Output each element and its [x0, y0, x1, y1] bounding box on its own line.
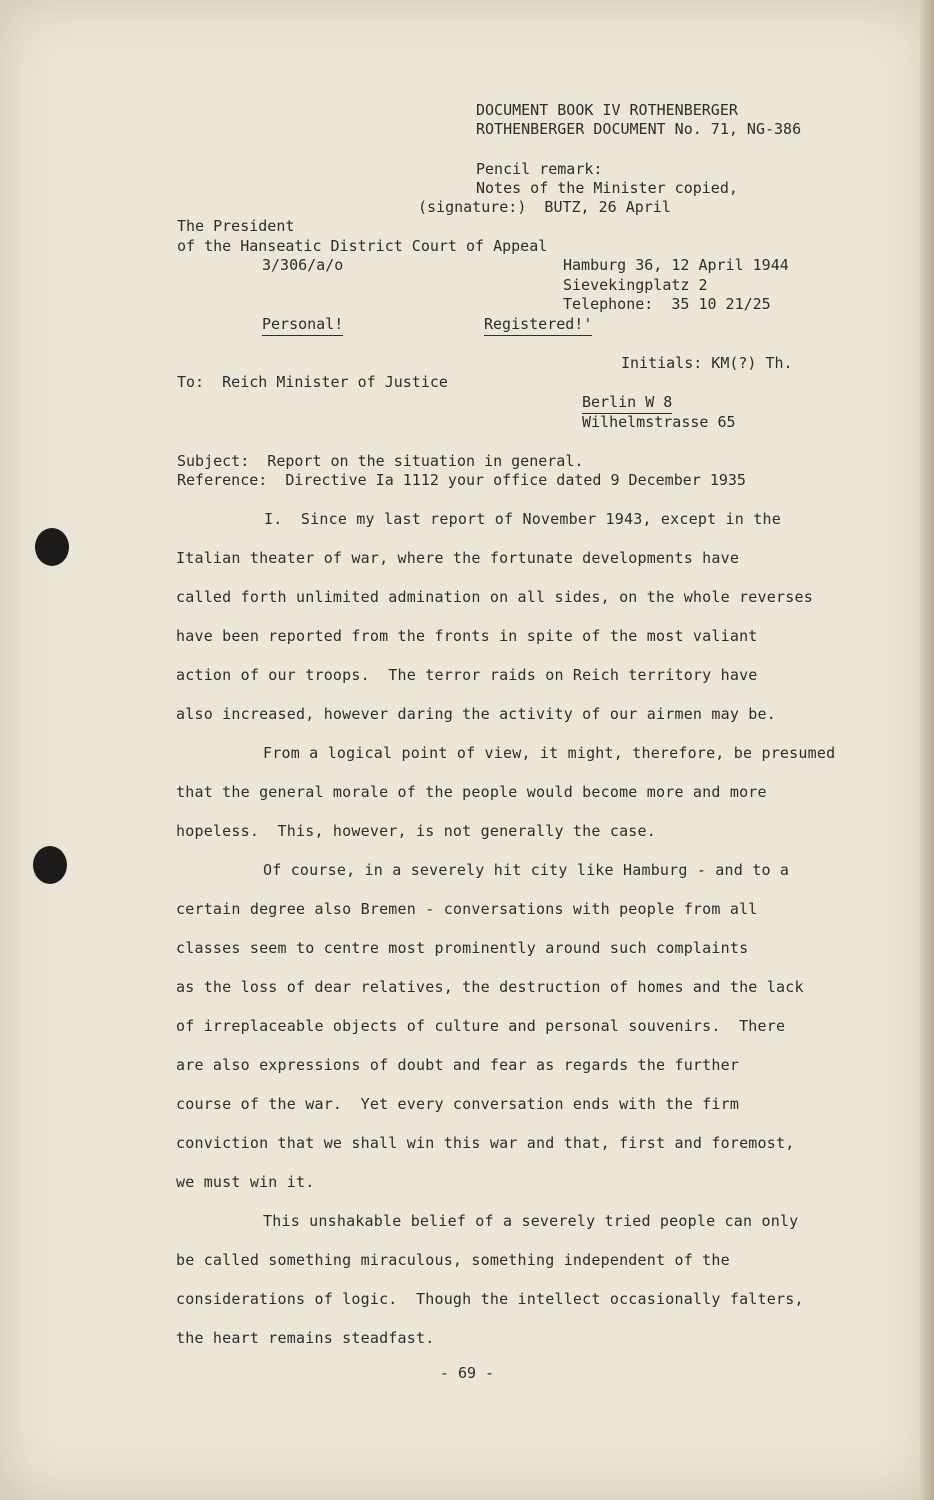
- body-line: classes seem to centre most prominently around such complaints: [176, 939, 749, 957]
- body-line: have been reported from the fronts in spite of the most valiant: [176, 627, 758, 645]
- body-line: of irreplaceable objects of culture and personal souvenirs. There: [176, 1017, 786, 1035]
- punch-hole-bottom: [33, 846, 67, 884]
- page-number: - 69 -: [439, 1364, 495, 1382]
- body-line: the heart remains steadfast.: [176, 1329, 435, 1347]
- body-line: Of course, in a severely hit city like Hamburg - and to a: [263, 861, 790, 879]
- body-line: certain degree also Bremen - conversations with people from all: [176, 900, 758, 918]
- body-line: as the loss of dear relatives, the destruction of homes and the lack: [176, 978, 804, 996]
- body-line: hopeless. This, however, is not generally the case.: [176, 822, 656, 840]
- registered-mark: Registered!': [484, 315, 592, 336]
- body-line: that the general morale of the people would become more and more: [176, 783, 767, 801]
- punch-hole-top: [35, 528, 69, 566]
- page-edge: [920, 0, 934, 1500]
- subject-line: Subject: Report on the situation in general.: [177, 452, 584, 470]
- pencil-remark-signature: (signature:) BUTZ, 26 April: [418, 198, 671, 216]
- body-line: be called something miraculous, something independent of the: [176, 1251, 730, 1269]
- body-line: action of our troops. The terror raids on Reich territory have: [176, 666, 758, 684]
- recipient-city: Berlin W 8: [582, 393, 672, 414]
- body-line: we must win it.: [176, 1173, 315, 1191]
- place-and-date: Hamburg 36, 12 April 1944: [563, 256, 789, 274]
- personal-mark: Personal!: [262, 315, 343, 336]
- sender-telephone: Telephone: 35 10 21/25: [563, 295, 771, 313]
- document-number: ROTHENBERGER DOCUMENT No. 71, NG-386: [476, 120, 802, 138]
- body-line: Italian theater of war, where the fortunate developments have: [176, 549, 740, 567]
- recipient-street: Wilhelmstrasse 65: [582, 413, 736, 431]
- body-line: called forth unlimited admination on all sides, on the whole reverses: [176, 588, 813, 606]
- body-line: considerations of logic. Though the intellect occasionally falters,: [176, 1290, 804, 1308]
- sender-street: Sievekingplatz 2: [563, 276, 708, 294]
- body-line: are also expressions of doubt and fear as regards the further: [176, 1056, 740, 1074]
- pencil-remark-note: Notes of the Minister copied,: [476, 179, 738, 197]
- sender-court: of the Hanseatic District Court of Appeal: [177, 237, 548, 255]
- recipient: To: Reich Minister of Justice: [177, 373, 448, 391]
- pencil-remark-label: Pencil remark:: [476, 160, 603, 178]
- body-line: course of the war. Yet every conversation ends with the firm: [176, 1095, 740, 1113]
- body-line: conviction that we shall win this war and that, first and foremost,: [176, 1134, 795, 1152]
- body-line: also increased, however daring the activity of our airmen may be.: [176, 705, 776, 723]
- document-book-title: DOCUMENT BOOK IV ROTHENBERGER: [476, 101, 738, 119]
- body-line: This unshakable belief of a severely tried people can only: [263, 1212, 799, 1230]
- reference-line: Reference: Directive Ia 1112 your office dated 9 December 1935: [177, 471, 746, 489]
- body-line: I. Since my last report of November 1943, except in the: [264, 510, 781, 528]
- sender-title: The President: [177, 217, 295, 235]
- body-line: From a logical point of view, it might, therefore, be presumed: [263, 744, 836, 762]
- file-reference: 3/306/a/o: [262, 256, 344, 274]
- initials-mark: Initials: KM(?) Th.: [621, 354, 793, 372]
